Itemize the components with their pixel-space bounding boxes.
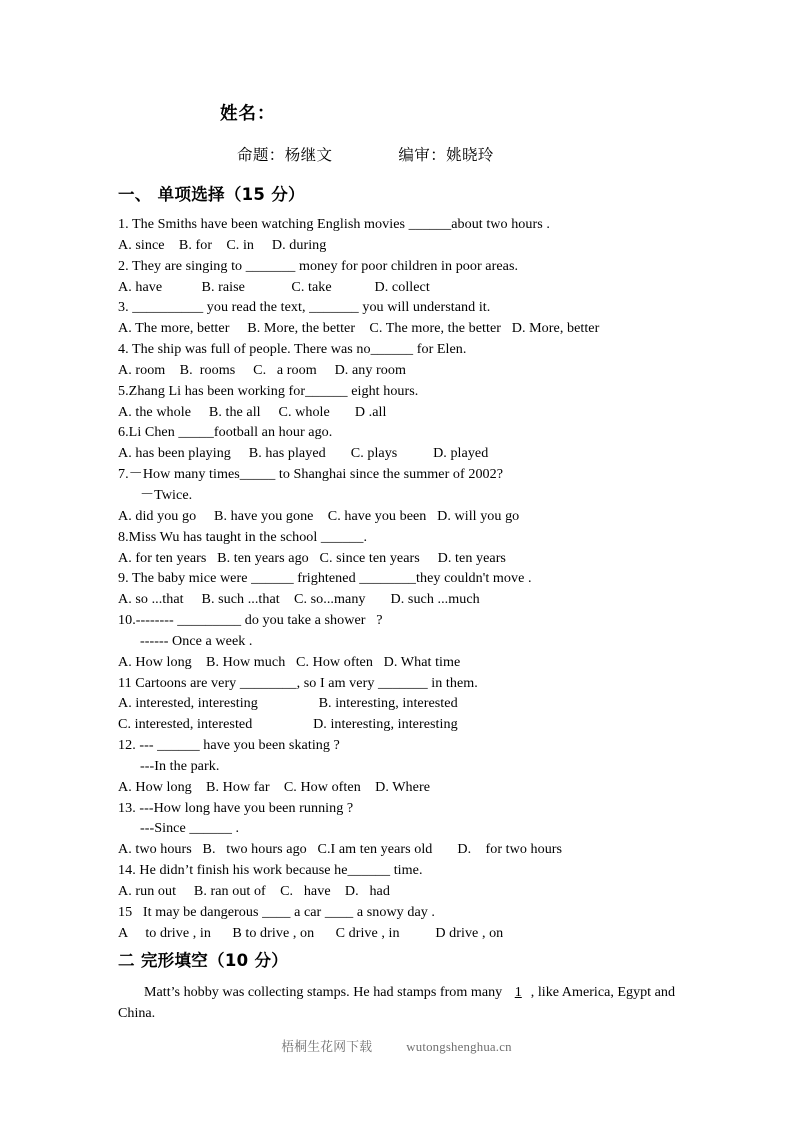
question-line: A. interested, interesting B. interesting, interested: [118, 695, 458, 712]
question-line: 1. The Smiths have been watching English movies ______about two hours .: [118, 216, 550, 232]
student-name-label: 姓名：: [220, 104, 276, 124]
question-line: A. did you go B. have you gone C. have you been D. will you go: [118, 507, 520, 524]
author-label: 命题：杨继文: [237, 147, 333, 164]
question-line: 7.－How many times_____ to Shanghai since the summer of 2002?: [118, 466, 504, 483]
watermark-chinese: 梧桐生花网下载: [281, 1040, 373, 1054]
question-line: A. run out B. ran out of C. have D. had: [118, 883, 390, 899]
question-line: C. interested, interested D. interesting, interesting: [118, 716, 458, 733]
question-line: ------ Once a week .: [140, 632, 253, 649]
section-heading-cloze: 二 完形填空（10 分）: [118, 951, 289, 970]
question-line: A. so ...that B. such ...that C. so...many D. such ...much: [118, 591, 480, 608]
section-heading-multiple-choice: 一、 单项选择（15 分）: [118, 185, 305, 204]
cloze-passage: [118, 982, 675, 1024]
cloze-blank-1: 1: [514, 984, 522, 1000]
question-line: 2. They are singing to _______ money for poor children in poor areas.: [118, 257, 519, 274]
question-line: A. How long B. How far C. How often D. Where: [118, 778, 431, 795]
question-line: A. How long B. How much C. How often D. What time: [118, 653, 461, 670]
question-line: 9. The baby mice were ______ frightened ________they couldn't move .: [118, 570, 532, 587]
question-line: 12. --- ______ have you been skating ?: [118, 737, 340, 754]
footer-watermark: [0, 1036, 793, 1055]
question-line: 14. He didn’t finish his work because he______ time.: [118, 862, 423, 879]
question-line: 8.Miss Wu has taught in the school ______.: [118, 528, 368, 545]
question-line: A. room B. rooms C. a room D. any room: [118, 361, 406, 378]
question-line: 15 It may be dangerous ____ a car ____ a snowy day .: [118, 903, 435, 920]
multiple-choice-lines: [118, 214, 718, 944]
question-line: 11 Cartoons are very ________, so I am very _______ in them.: [118, 674, 478, 691]
watermark-url: wutongshenghua.cn: [406, 1040, 512, 1054]
question-line: A. have B. raise C. take D. collect: [118, 278, 430, 295]
question-line: A. the whole B. the all C. whole D .all: [118, 403, 387, 420]
question-line: 3. __________ you read the text, _______ you will understand it.: [118, 299, 491, 316]
question-line: A to drive , in B to drive , on C drive , in D drive , on: [118, 924, 504, 941]
cloze-text-before: Matt’s hobby was collecting stamps. He had stamps from many: [144, 984, 506, 1000]
question-line: 4. The ship was full of people. There was no______ for Elen.: [118, 341, 467, 358]
question-line: 13. ---How long have you been running ?: [118, 799, 354, 816]
question-line: A. two hours B. two hours ago C.I am ten years old D. for two hours: [118, 841, 563, 858]
paper-credits: [237, 146, 494, 165]
question-line: A. since B. for C. in D. during: [118, 236, 327, 253]
question-line: A. The more, better B. More, the better C. The more, the better D. More, better: [118, 320, 600, 337]
question-line: A. has been playing B. has played C. plays D. played: [118, 445, 489, 462]
question-line: 5.Zhang Li has been working for______ eight hours.: [118, 382, 419, 399]
cloze-text-after: , like America, Egypt and China.: [118, 984, 676, 1021]
question-line: ---Since ______ .: [140, 820, 240, 837]
question-line: 10.-------- _________ do you take a shower ?: [118, 612, 383, 629]
question-line: 6.Li Chen _____football an hour ago.: [118, 424, 333, 441]
question-line: －Twice.: [140, 486, 193, 503]
reviewer-label: 编审：姚晓玲: [398, 147, 494, 164]
question-line: A. for ten years B. ten years ago C. since ten years D. ten years: [118, 549, 506, 566]
question-line: ---In the park.: [140, 757, 220, 774]
